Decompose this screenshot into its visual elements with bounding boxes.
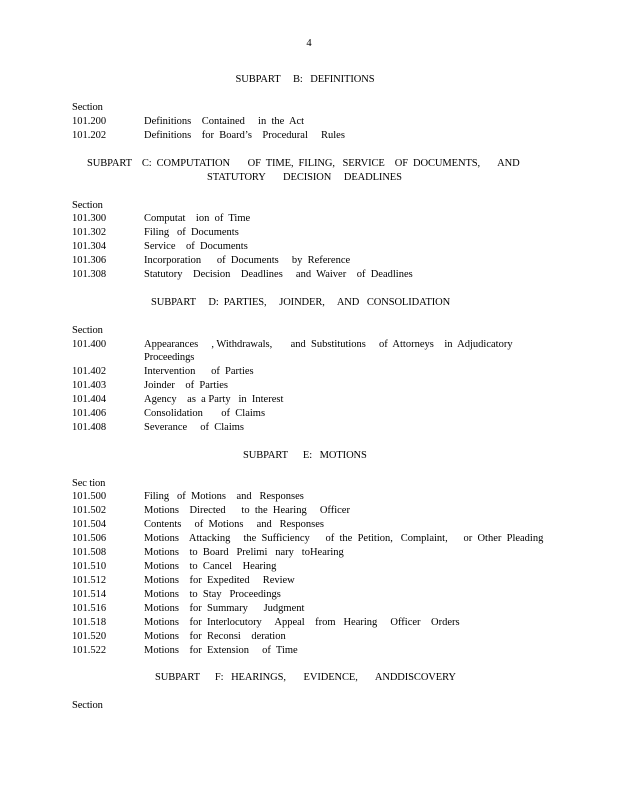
- section-title: Motions for Extension of Time: [144, 645, 298, 656]
- section-title: Motions for Interlocutory Appeal from Hearing Officer Orders: [144, 617, 460, 628]
- toc-row: [72, 546, 552, 560]
- section-number: 101.500: [72, 491, 107, 502]
- section-number: 101.406: [72, 408, 107, 419]
- section-number: 101.522: [72, 645, 107, 656]
- toc-row: [72, 254, 552, 268]
- section-number: 101.404: [72, 394, 107, 405]
- section-number: 101.402: [72, 366, 107, 377]
- toc-row: [72, 490, 552, 504]
- section-label: Sec tion: [72, 478, 106, 489]
- section-title: Joinder of Parties: [144, 380, 228, 391]
- section-number: 101.408: [72, 422, 107, 433]
- section-title: Computat ion of Time: [144, 213, 251, 224]
- section-number: 101.504: [72, 519, 107, 530]
- section-title: Motions to Board Prelimi nary toHearing: [144, 547, 344, 558]
- toc-row: [72, 129, 552, 143]
- subpart-b-heading: SUBPART B: DEFINITIONS: [235, 74, 375, 85]
- toc-row: [72, 616, 552, 630]
- section-number: 101.506: [72, 533, 107, 544]
- toc-row: [72, 365, 552, 379]
- toc-row: [72, 421, 552, 435]
- toc-row: [72, 532, 552, 546]
- section-title: Appearances , Withdrawals, and Substitutions of Attorneys in Adjudicatory: [144, 339, 513, 350]
- section-title: Definitions Contained in the Act: [144, 116, 305, 127]
- section-number: 101.518: [72, 617, 107, 628]
- section-number: 101.520: [72, 631, 107, 642]
- toc-row: [72, 518, 552, 532]
- section-number: 101.512: [72, 575, 107, 586]
- toc-row: [72, 630, 552, 644]
- section-title: Consolidation of Claims: [144, 408, 266, 419]
- toc-row: [72, 268, 552, 282]
- toc-row: [72, 226, 552, 240]
- page-number: 4: [306, 38, 312, 49]
- section-number: 101.400: [72, 339, 107, 350]
- toc-row: [72, 212, 552, 226]
- subpart-f-heading: SUBPART F: HEARINGS, EVIDENCE, ANDDISCOVERY: [155, 672, 456, 683]
- section-number: 101.502: [72, 505, 107, 516]
- section-label: Section: [72, 700, 103, 711]
- section-title: Contents of Motions and Responses: [144, 519, 324, 530]
- toc-row: [72, 588, 552, 602]
- section-title: Motions to Cancel Hearing: [144, 561, 277, 572]
- section-title: Service of Documents: [144, 241, 248, 252]
- subpart-d-heading: SUBPART D: PARTIES, JOINDER, AND CONSOLIDATION: [151, 297, 451, 308]
- section-title: Statutory Decision Deadlines and Waiver of Deadlines: [144, 269, 413, 280]
- section-title: Motions Attacking the Sufficiency of the Petition, Complaint, or Other Pleading: [144, 533, 544, 544]
- toc-row: [72, 338, 552, 352]
- section-title: Definitions for Board’s Procedural Rules: [144, 130, 345, 141]
- toc-row: [72, 504, 552, 518]
- section-label: Section: [72, 102, 103, 113]
- section-title: Agency as a Party in Interest: [144, 394, 284, 405]
- section-title: Motions to Stay Proceedings: [144, 589, 281, 600]
- section-title: Motions for Reconsi deration: [144, 631, 286, 642]
- section-label: Section: [72, 325, 103, 336]
- toc-row: [72, 379, 552, 393]
- section-number: 101.308: [72, 269, 107, 280]
- section-number: 101.302: [72, 227, 107, 238]
- section-number: 101.508: [72, 547, 107, 558]
- toc-row: [72, 644, 552, 658]
- section-number: 101.300: [72, 213, 107, 224]
- toc-row: [72, 240, 552, 254]
- section-title: Incorporation of Documents by Reference: [144, 255, 351, 266]
- section-number: 101.202: [72, 130, 107, 141]
- section-title: Motions for Summary Judgment: [144, 603, 305, 614]
- subpart-e-heading: SUBPART E: MOTIONS: [243, 450, 367, 461]
- toc-row: [72, 115, 552, 129]
- subpart-c-heading-line2: STATUTORY DECISION DEADLINES: [207, 172, 402, 183]
- section-number: 101.514: [72, 589, 107, 600]
- section-title: Filing of Documents: [144, 227, 239, 238]
- section-label: Section: [72, 200, 103, 211]
- toc-row: [72, 393, 552, 407]
- section-title: Filing of Motions and Responses: [144, 491, 304, 502]
- section-number: 101.403: [72, 380, 107, 391]
- toc-row: [72, 602, 552, 616]
- toc-row: [72, 407, 552, 421]
- section-title: Intervention of Parties: [144, 366, 254, 377]
- section-number: 101.200: [72, 116, 107, 127]
- section-number: 101.510: [72, 561, 107, 572]
- section-number: 101.304: [72, 241, 107, 252]
- toc-row: [72, 560, 552, 574]
- section-title: Motions Directed to the Hearing Officer: [144, 505, 350, 516]
- toc-row: [72, 574, 552, 588]
- section-title: Severance of Claims: [144, 422, 245, 433]
- section-number: 101.516: [72, 603, 107, 614]
- section-title-continued: Proceedings: [144, 352, 195, 363]
- section-number: 101.306: [72, 255, 107, 266]
- subpart-c-heading: SUBPART C: COMPUTATION OF TIME, FILING, SERVICE OF DOCUMENTS, AND: [87, 158, 520, 169]
- section-title: Motions for Expedited Review: [144, 575, 295, 586]
